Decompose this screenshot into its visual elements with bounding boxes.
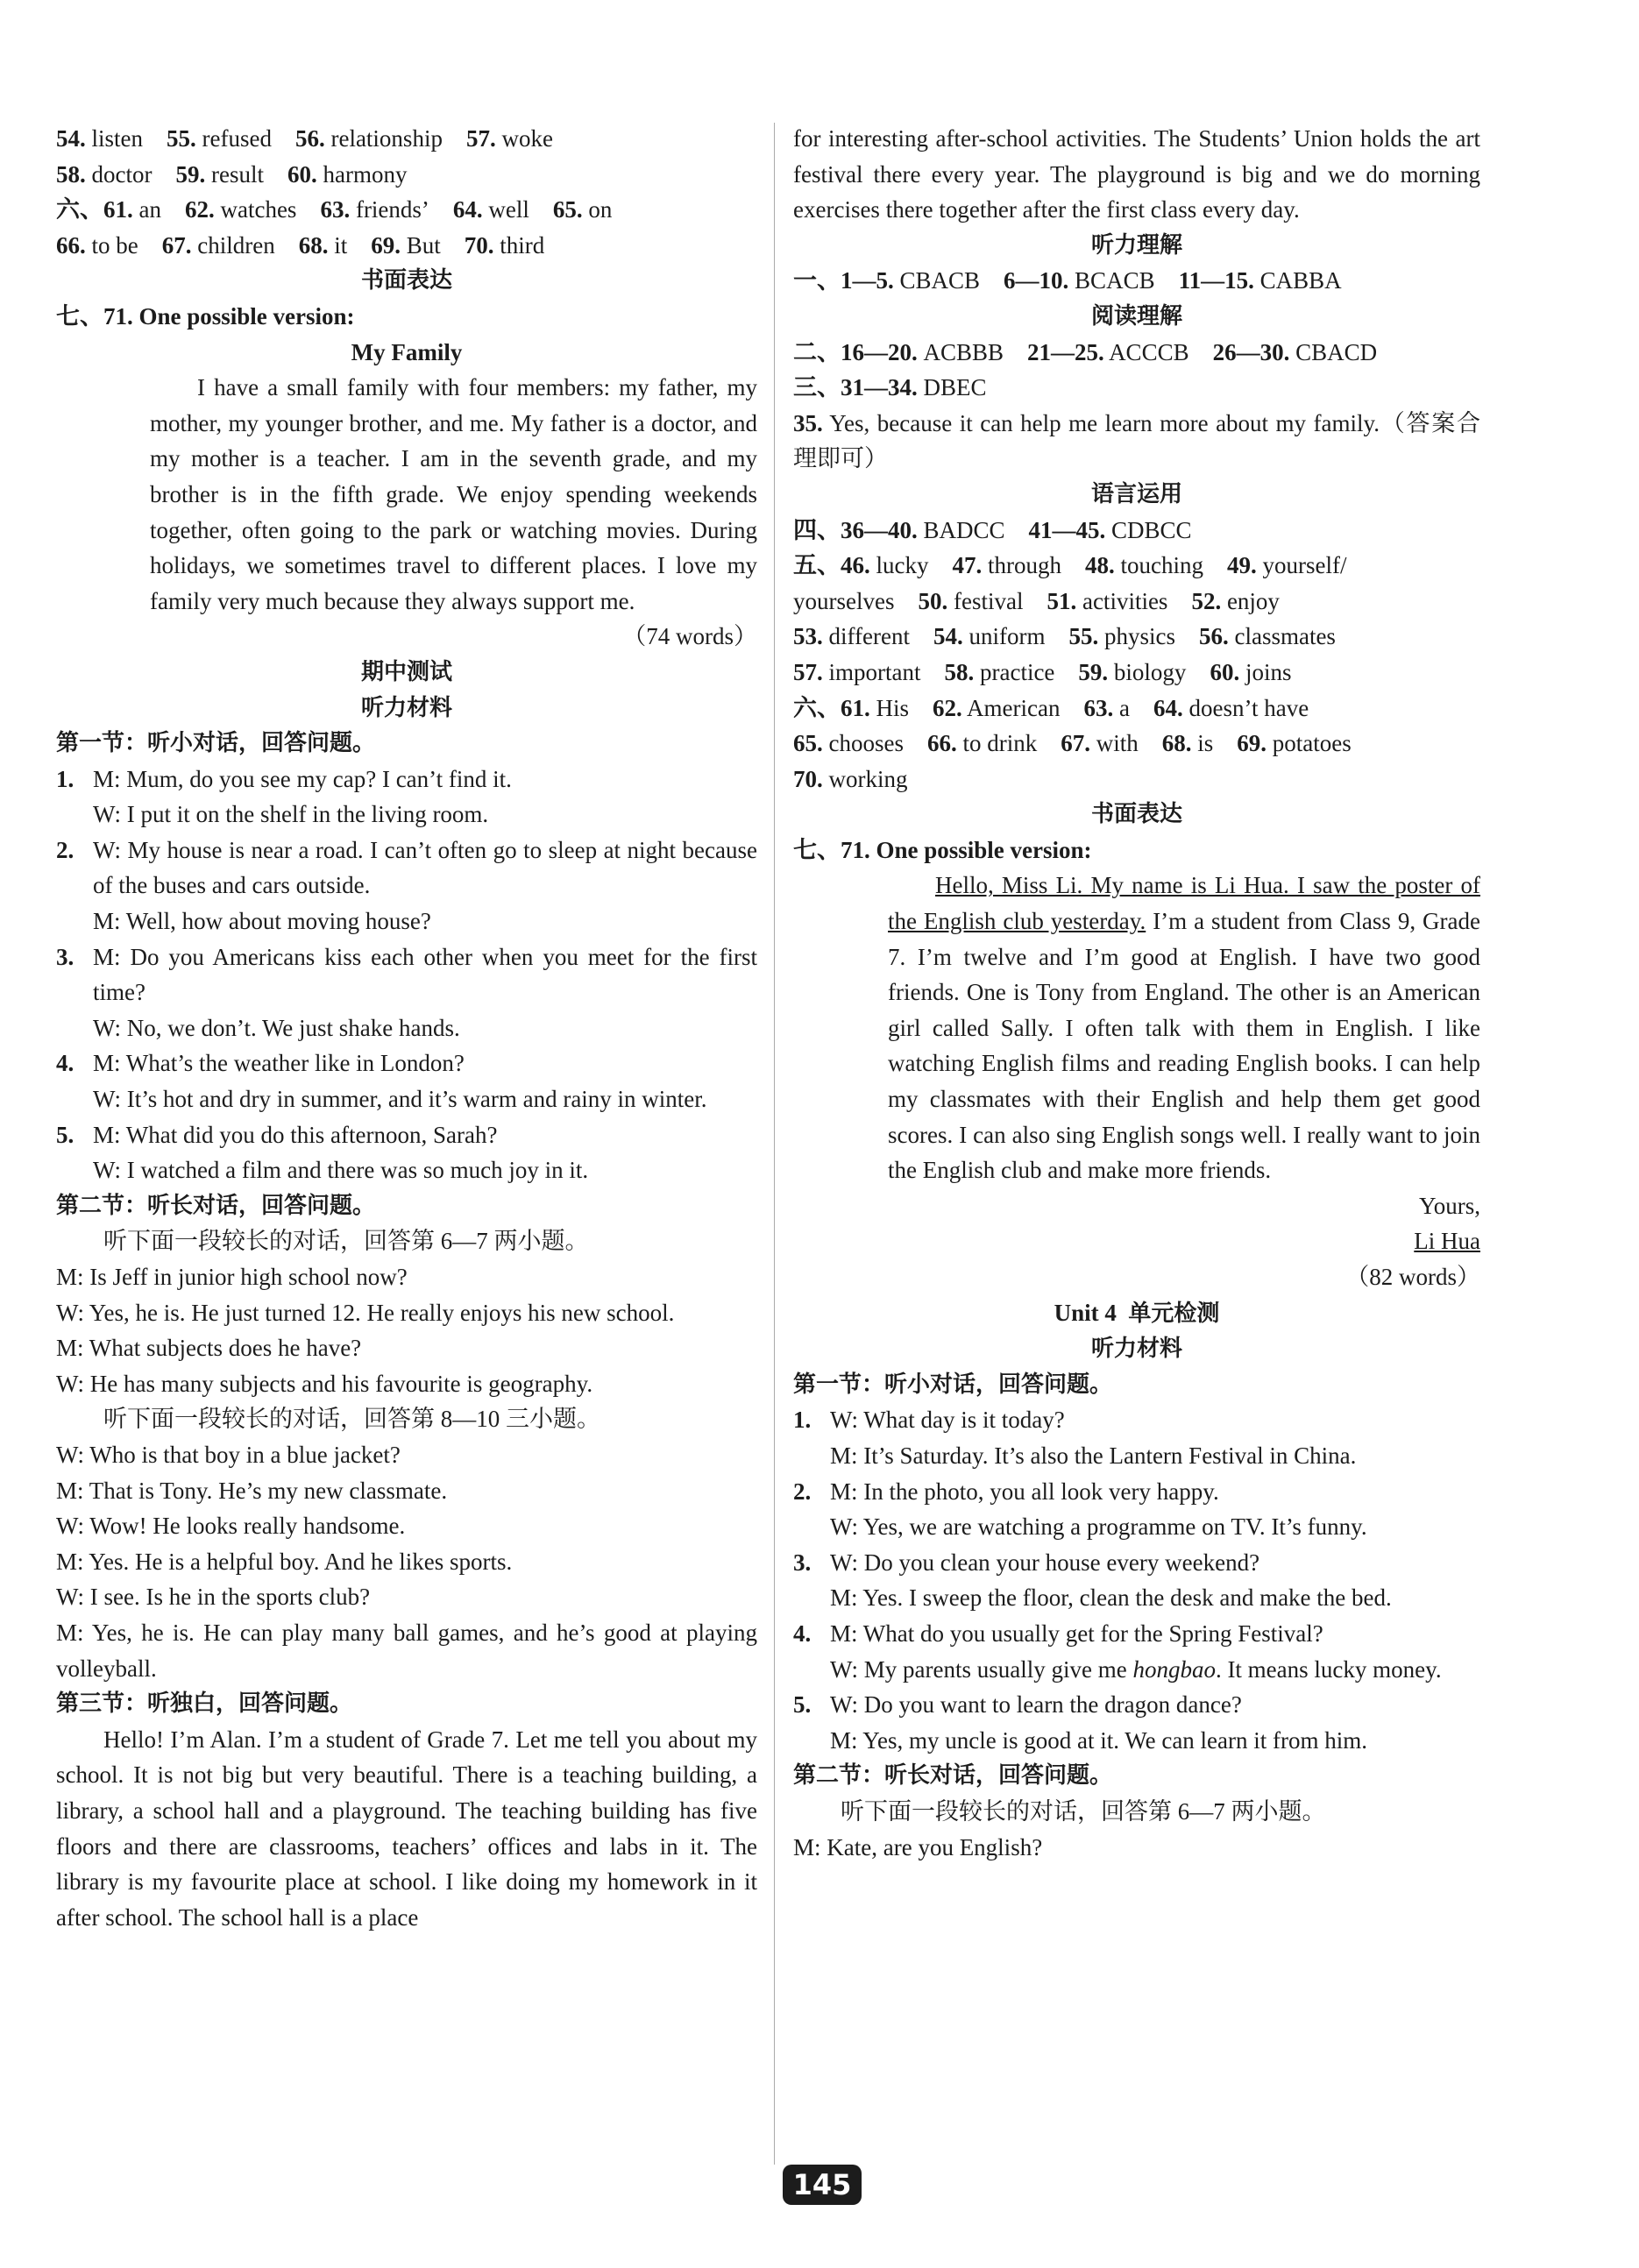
section-1-label: 第一节：听小对话，回答问题。 <box>793 1371 1113 1398</box>
answer-row: 四、36—40. BADCC 41—45. CDBCC <box>793 516 1192 543</box>
section-heading-writing: 书面表达 <box>360 267 452 294</box>
answer-row: 57. important 58. practice 59. biology 60. joins <box>793 658 1292 685</box>
dialogue-line: M: Yes. I sweep the floor, clean the desk and make the bed. <box>830 1584 1392 1612</box>
dialogue-line: W: It’s hot and dry in summer, and it’s warm and rainy in winter. <box>93 1086 707 1113</box>
dialogue-item: 2. M: In the photo, you all look very happy. <box>793 1478 1219 1505</box>
monologue-text: Hello! I’m Alan. I’m a student of Grade 7. Let me tell you about my school. It is not big but very beautiful. There is a teaching building, a library, a school hall and a playground. The teaching building has five floors and there are classrooms, teachers’ offices and labs in it. The library is my favourite place at school. I like doing my homework in it after school. The school hall is a place <box>56 1726 757 1931</box>
answer-row: 65. chooses 66. to drink 67. with 68. is 69. potatoes <box>793 730 1352 757</box>
dialogue-item: 4. M: What do you usually get for the Spring Festival? <box>793 1619 1323 1647</box>
dialogue-line: W: Yes, he is. He just turned 12. He really enjoys his new school. <box>56 1299 675 1326</box>
listening-material-heading: 听力材料 <box>1090 1336 1182 1363</box>
midterm-heading: 期中测试 <box>360 658 452 685</box>
answer-row: 53. different 54. uniform 55. physics 56. classmates <box>793 623 1336 650</box>
dialogue-line: M: What subjects does he have? <box>56 1335 362 1362</box>
listening-comprehension-heading: 听力理解 <box>1090 231 1182 259</box>
answer-row: 70. working <box>793 765 908 792</box>
dialogue-line: M: Kate, are you English? <box>793 1833 1043 1860</box>
dialogue-line: M: Yes. He is a helpful boy. And he likes sports. <box>56 1548 513 1575</box>
dialogue-item: 1. M: Mum, do you see my cap? I can’t find it. <box>56 765 512 792</box>
essay-word-count: （74 words） <box>622 623 757 650</box>
dialogue-item: 4. M: What’s the weather like in London? <box>56 1050 465 1077</box>
dialogue-line: M: Well, how about moving house? <box>93 908 431 935</box>
dialogue-line: W: Yes, we are watching a programme on TV. It’s funny. <box>830 1513 1367 1541</box>
long-dialogue-intro: 听下面一段较长的对话，回答第 8—10 三小题。 <box>103 1406 600 1433</box>
monologue-continued: for interesting after-school activities. The Students’ Union holds the art festival there every year. The playground is big and we do morning exercises there together after the first class every day. <box>793 125 1480 223</box>
answer-row: 一、1—5. CBACB 6—10. BCACB 11—15. CABBA <box>793 267 1342 294</box>
dialogue-line: M: That is Tony. He’s my new classmate. <box>56 1477 448 1504</box>
answer-row: 二、16—20. ACBBB 21—25. ACCCB 26—30. CBACD <box>793 338 1378 365</box>
letter-word-count: （82 words） <box>1345 1264 1480 1290</box>
section-heading-writing: 书面表达 <box>1090 801 1182 828</box>
dialogue-line: W: I watched a film and there was so much joy in it. <box>93 1157 589 1184</box>
dialogue-line: W: I see. Is he in the sports club? <box>56 1584 371 1611</box>
dialogue-item: 3. W: Do you clean your house every weekend? <box>793 1549 1260 1576</box>
section-1-label: 第一节：听小对话，回答问题。 <box>56 730 376 757</box>
dialogue-line: W: He has many subjects and his favourite is geography. <box>56 1370 593 1397</box>
section-2-label: 第二节：听长对话，回答问题。 <box>56 1192 376 1219</box>
answer-row: yourselves 50. festival 51. activities 52. enjoy <box>793 587 1280 614</box>
reading-comprehension-heading: 阅读理解 <box>1090 302 1182 330</box>
answer-row: 三、31—34. DBEC <box>793 374 987 401</box>
question-35-answer: 35. Yes, because it can help me learn more about my family.（答案合理即可） <box>793 409 1480 472</box>
section-2-label: 第二节：听长对话，回答问题。 <box>793 1762 1113 1790</box>
dialogue-item: 5. W: Do you want to learn the dragon dance? <box>793 1691 1242 1719</box>
essay-body: I have a small family with four members: my father, my mother, my younger brother, and me. My father is a doctor, and my mother is a teacher. I am in the seventh grade, and my brother is in the fifth grade. We enjoy spending weekends together, often going to the park or watching movies. During holidays, we sometimes travel to different places. I love my family very much because they always support me. <box>150 374 757 614</box>
unit-heading: Unit 4 单元检测 <box>1054 1299 1220 1327</box>
dialogue-item: 5. M: What did you do this afternoon, Sarah? <box>56 1121 498 1148</box>
question-71-label: 七、71. One possible version: <box>56 302 355 330</box>
answer-row: 六、61. His 62. American 63. a 64. doesn’t have <box>793 694 1309 721</box>
page-number-badge: 145 <box>783 2165 862 2205</box>
long-dialogue-intro: 听下面一段较长的对话，回答第 6—7 两小题。 <box>841 1797 1326 1825</box>
long-dialogue-intro: 听下面一段较长的对话，回答第 6—7 两小题。 <box>103 1228 589 1255</box>
dialogue-item: 1. W: What day is it today? <box>793 1407 1065 1434</box>
dialogue-line: W: My parents usually give me hongbao. It means lucky money. <box>830 1655 1442 1683</box>
question-71-label: 七、71. One possible version: <box>793 836 1092 863</box>
answer-row: 六、61. an 62. watches 63. friends’ 64. well 65. on <box>56 196 613 223</box>
answer-row: 54. listen 55. refused 56. relationship 57. woke <box>56 125 553 152</box>
dialogue-item: 2. W: My house is near a road. I can’t often go to sleep at night because of the buses and cars outside. <box>56 836 757 899</box>
column-divider <box>774 123 775 2165</box>
dialogue-line: W: No, we don’t. We just shake hands. <box>93 1014 460 1041</box>
answer-row: 58. doctor 59. result 60. harmony <box>56 160 408 188</box>
dialogue-line: W: I put it on the shelf in the living room. <box>93 801 489 828</box>
dialogue-line: M: Yes, my uncle is good at it. We can learn it from him. <box>830 1726 1368 1754</box>
essay-title: My Family <box>351 338 463 365</box>
dialogue-line: M: Is Jeff in junior high school now? <box>56 1264 408 1290</box>
right-column <box>793 121 1480 1865</box>
letter-body: Hello, Miss Li. My name is Li Hua. I saw the poster of the English club yesterday. I’m a student from Class 9, Grade 7. I’m twelve and I’m good at English. I have two good friends. One is Tony from England. The other is an American girl called Sally. I often talk with them in English. I like watching English films and reading English books. I can help my classmates with their English and help them get good scores. I can also sing English songs well. I really want to join the English club and make more friends. <box>888 872 1480 1184</box>
dialogue-line: W: Wow! He looks really handsome. <box>56 1513 406 1540</box>
letter-signature: Li Hua <box>1414 1228 1480 1255</box>
section-3-label: 第三节：听独白，回答问题。 <box>56 1690 353 1718</box>
letter-closing: Yours, <box>1418 1192 1480 1219</box>
dialogue-line: M: Yes, he is. He can play many ball games, and he’s good at playing volleyball. <box>56 1619 757 1682</box>
answer-row: 66. to be 67. children 68. it 69. But 70. third <box>56 231 545 259</box>
dialogue-item: 3. M: Do you Americans kiss each other when you meet for the first time? <box>56 943 757 1006</box>
language-use-heading: 语言运用 <box>1090 480 1182 507</box>
dialogue-line: M: It’s Saturday. It’s also the Lantern Festival in China. <box>830 1442 1357 1469</box>
dialogue-line: W: Who is that boy in a blue jacket? <box>56 1441 401 1468</box>
listening-material-heading: 听力材料 <box>360 694 452 721</box>
left-column <box>56 121 757 1935</box>
answer-row: 五、46. lucky 47. through 48. touching 49. yourself/ <box>793 552 1347 579</box>
